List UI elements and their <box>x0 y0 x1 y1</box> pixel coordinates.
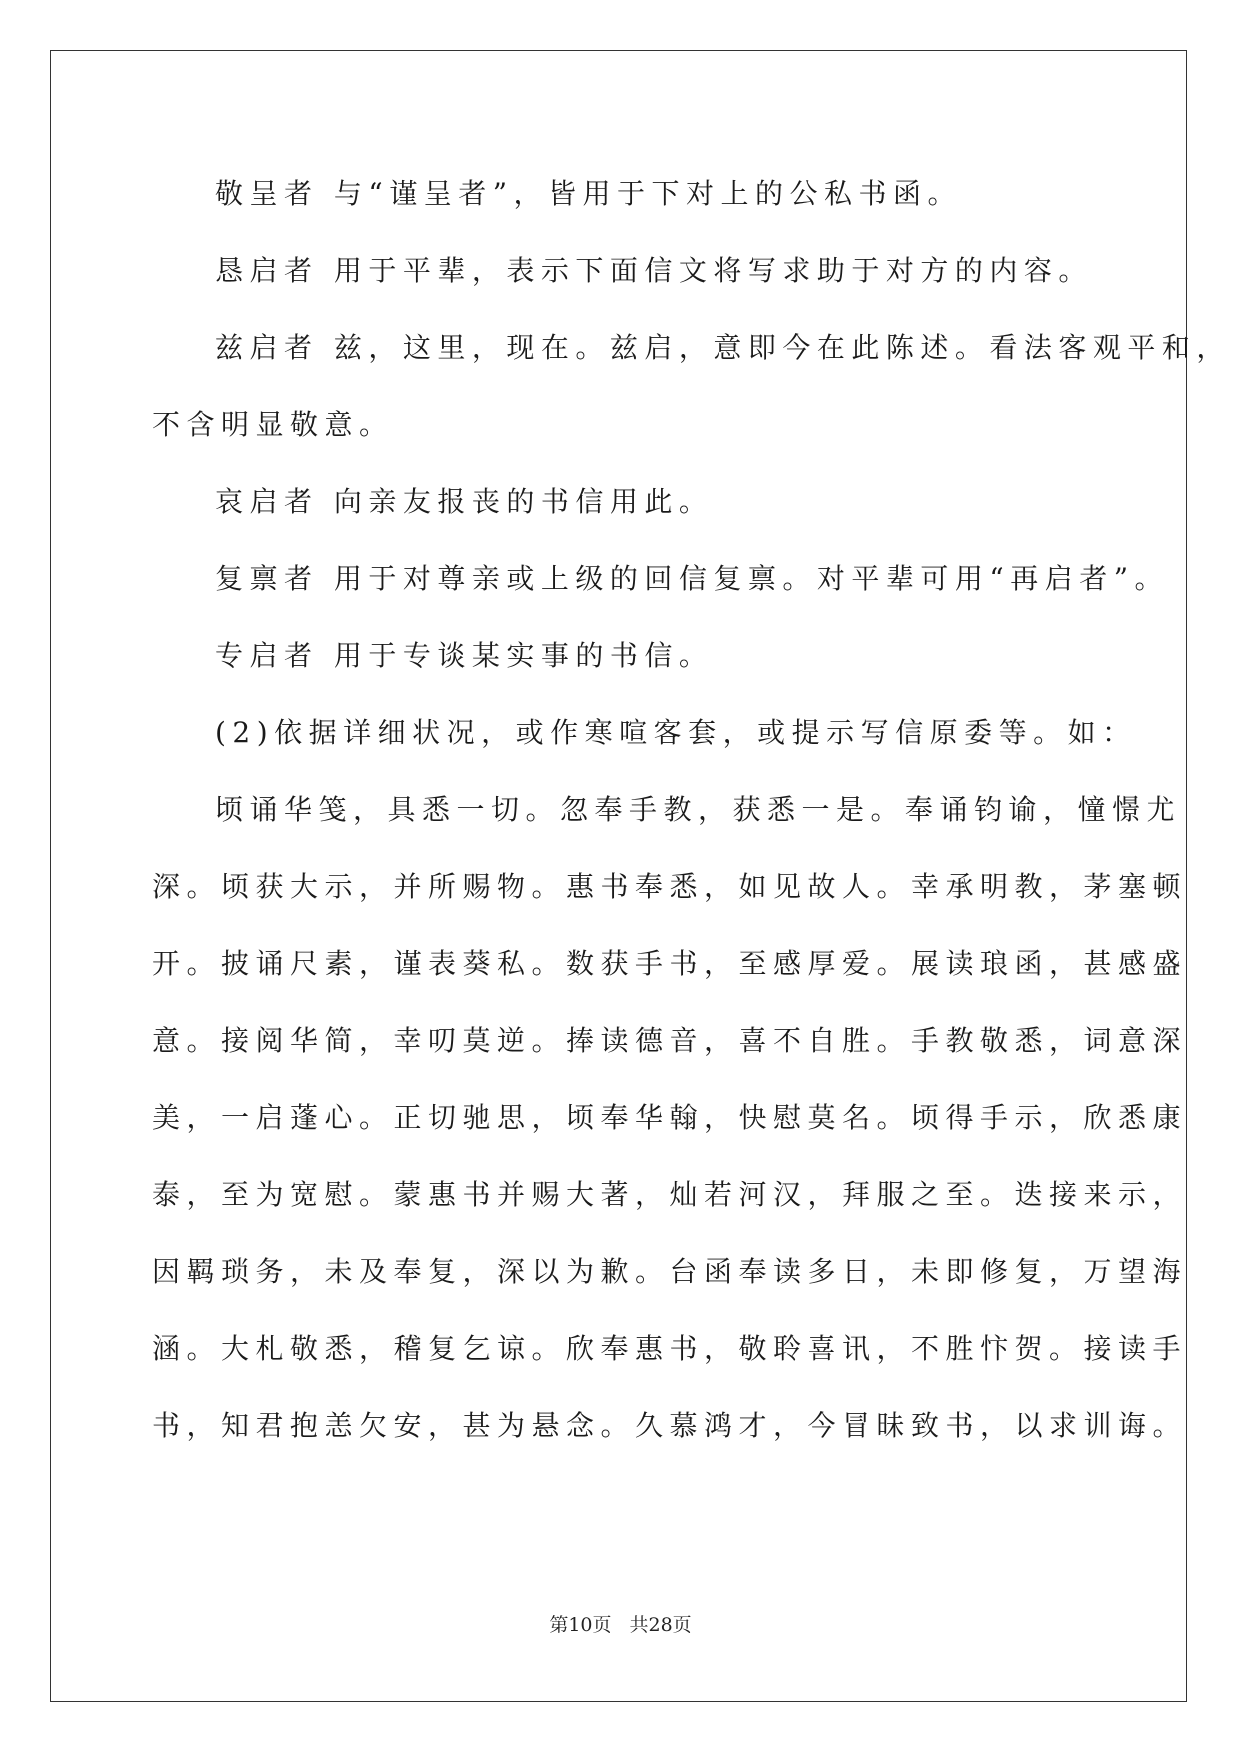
text-line: 顷诵华笺，具悉一切。忽奉手教，获悉一是。奉诵钧谕，憧憬尤 <box>215 793 1182 826</box>
text-line: 哀启者 向亲友报丧的书信用此。 <box>215 485 714 518</box>
text-line: 开。披诵尺素，谨表葵私。数获手书，至感厚爱。展读琅函，甚感盛 <box>152 947 1188 980</box>
text-line: 敬呈者 与“谨呈者”，皆用于下对上的公私书函。 <box>215 177 963 210</box>
text-line: 泰，至为宽慰。蒙惠书并赐大著，灿若河汉，拜服之至。迭接来示， <box>152 1178 1188 1211</box>
page-number: 第10页 <box>549 1614 612 1636</box>
text-line: 因羁琐务，未及奉复，深以为歉。台函奉读多日，未即修复，万望海 <box>152 1255 1188 1288</box>
text-line: (2)依据详细状况，或作寒喧客套，或提示写信原委等。如： <box>215 716 1137 749</box>
text-line: 意。接阅华简，幸叨莫逆。捧读德音，喜不自胜。手教敬悉，词意深 <box>152 1024 1188 1057</box>
text-line: 兹启者 兹，这里，现在。兹启，意即今在此陈述。看法客观平和， <box>215 331 1231 364</box>
document-body <box>152 155 1231 1464</box>
text-line: 深。顷获大示，并所赐物。惠书奉悉，如见故人。幸承明教，茅塞顿 <box>152 870 1188 903</box>
text-line: 专启者 用于专谈某实事的书信。 <box>215 639 714 672</box>
text-line: 不含明显敬意。 <box>152 408 394 441</box>
text-line: 复禀者 用于对尊亲或上级的回信复禀。对平辈可用“再启者”。 <box>215 562 1170 595</box>
text-line: 书，知君抱恙欠安，甚为悬念。久慕鸿才，今冒昧致书，以求训诲。 <box>152 1409 1188 1442</box>
text-line: 涵。大札敬悉，稽复乞谅。欣奉惠书，敬聆喜讯，不胜忭贺。接读手 <box>152 1332 1188 1365</box>
page-total: 共28页 <box>629 1614 692 1636</box>
text-line: 恳启者 用于平辈，表示下面信文将写求助于对方的内容。 <box>215 254 1093 287</box>
page-footer <box>0 1610 1241 1637</box>
text-line: 美，一启蓬心。正切驰思，顷奉华翰，快慰莫名。顷得手示，欣悉康 <box>152 1101 1188 1134</box>
